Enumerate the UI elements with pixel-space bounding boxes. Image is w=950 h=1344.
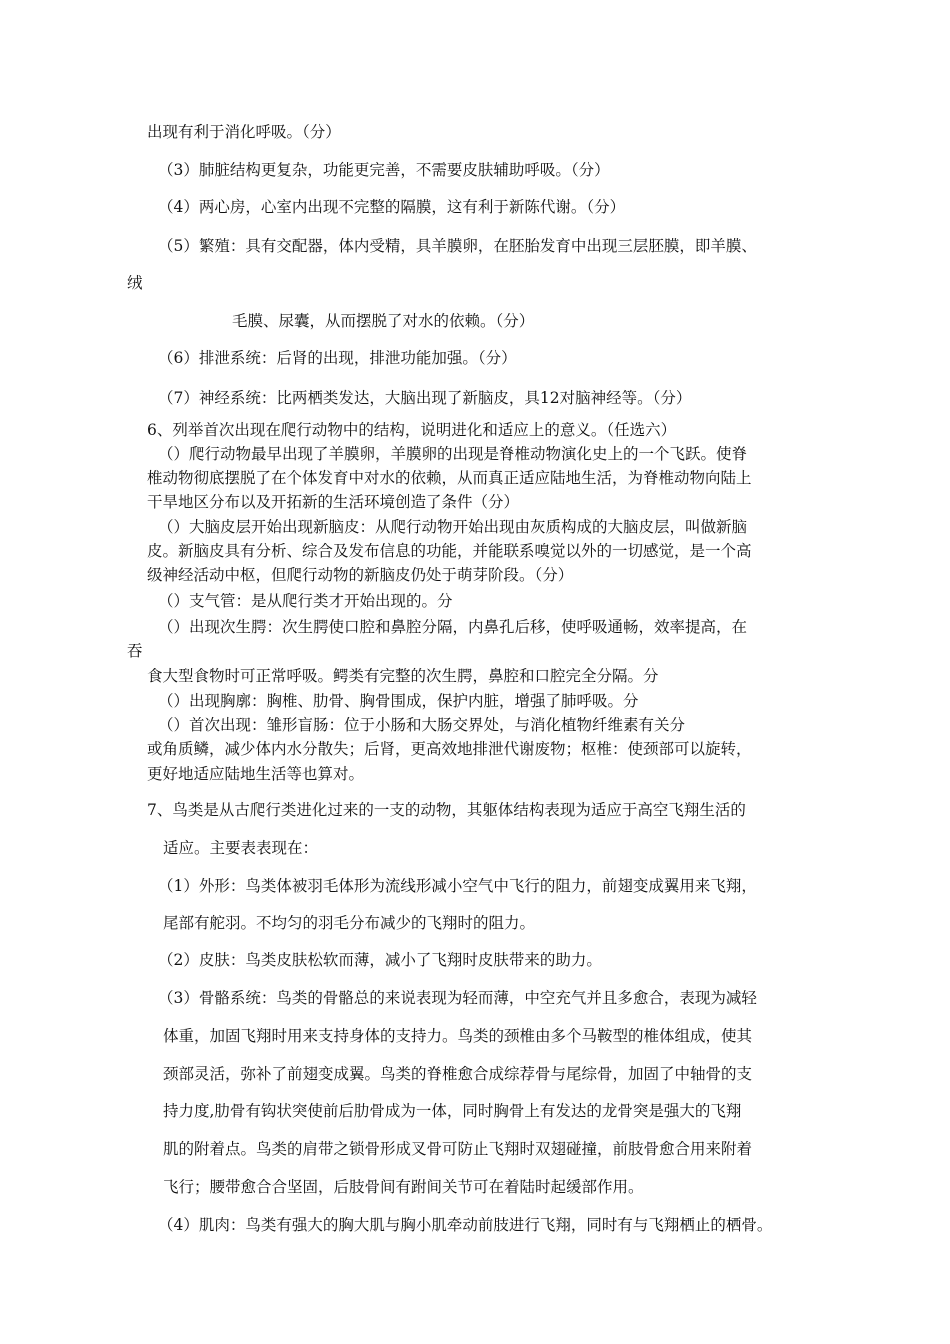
text-line: 级神经活动中枢，但爬行动物的新脑皮仍处于萌芽阶段。（分） bbox=[147, 566, 574, 584]
text-line: 尾部有舵羽。不均匀的羽毛分布减少的飞翔时的阻力。 bbox=[163, 914, 536, 932]
text-line: 出现有利于消化呼吸。（分） bbox=[147, 123, 341, 141]
text-line: （4）两心房，心室内出现不完整的隔膜，这有利于新陈代谢。（分） bbox=[158, 198, 626, 216]
text-line: 食大型食物时可正常呼吸。鳄类有完整的次生腭，鼻腔和口腔完全分隔。分 bbox=[147, 667, 659, 685]
text-line: （5）繁殖：具有交配器，体内受精，具羊膜卵，在胚胎发育中出现三层胚膜，即羊膜、 bbox=[158, 237, 757, 255]
text-line: 皮。新脑皮具有分析、综合及发布信息的功能，并能联系嗅觉以外的一切感觉，是一个高 bbox=[147, 542, 752, 560]
text-line: （）爬行动物最早出现了羊膜卵，羊膜卵的出现是脊椎动物演化史上的一个飞跃。使脊 bbox=[158, 445, 748, 463]
text-line: （）支气管：是从爬行类才开始出现的。分 bbox=[158, 592, 453, 610]
question-6-heading: 6、列举首次出现在爬行动物中的结构，说明进化和适应上的意义。（任选六） bbox=[147, 421, 677, 439]
text-line: （7）神经系统：比两栖类发达，大脑出现了新脑皮，具12对脑神经等。（分） bbox=[158, 389, 692, 407]
text-line: 飞行；腰带愈合合坚固，后肢骨间有跗间关节可在着陆时起缓部作用。 bbox=[163, 1178, 644, 1196]
text-line: 颈部灵活，弥补了前翅变成翼。鸟类的脊椎愈合成综荐骨与尾综骨，加固了中轴骨的支 bbox=[163, 1065, 753, 1083]
text-line: 绒 bbox=[127, 274, 143, 292]
text-line: 更好地适应陆地生活等也算对。 bbox=[147, 765, 365, 783]
text-line: （4）肌肉：鸟类有强大的胸大肌与胸小肌牵动前肢进行飞翔，同时有与飞翔栖止的栖骨。 bbox=[158, 1216, 773, 1234]
text-line: 体重，加固飞翔时用来支持身体的支持力。鸟类的颈椎由多个马鞍型的椎体组成，使其 bbox=[163, 1027, 753, 1045]
text-line: （）大脑皮层开始出现新脑皮：从爬行动物开始出现由灰质构成的大脑皮层，叫做新脑 bbox=[158, 518, 748, 536]
question-7-heading: 7、鸟类是从古爬行类进化过来的一支的动物，其躯体结构表现为适应于高空飞翔生活的 bbox=[147, 801, 746, 819]
text-line: 毛膜、尿囊，从而摆脱了对水的依赖。（分） bbox=[232, 312, 535, 330]
text-line: （）首次出现：雏形盲肠：位于小肠和大肠交界处，与消化植物纤维素有关分 bbox=[158, 716, 686, 734]
text-line: 或角质鳞，减少体内水分散失；后肾，更高效地排泄代谢废物；枢椎：使颈部可以旋转， bbox=[147, 740, 752, 758]
text-line: 持力度,肋骨有钩状突使前后肋骨成为一体，同时胸骨上有发达的龙骨突是强大的飞翔 bbox=[163, 1102, 742, 1120]
text-line: 椎动物彻底摆脱了在个体发育中对水的依赖，从而真正适应陆地生活，为脊椎动物向陆上 bbox=[147, 469, 752, 487]
text-line: 肌的附着点。鸟类的肩带之锁骨形成叉骨可防止飞翔时双翅碰撞，前肢骨愈合用来附着 bbox=[163, 1140, 753, 1158]
text-line: （）出现次生腭：次生腭使口腔和鼻腔分隔，内鼻孔后移，使呼吸通畅，效率提高，在 bbox=[158, 618, 748, 636]
text-line: 适应。主要表表现在： bbox=[163, 839, 319, 857]
text-line: （3）骨骼系统：鸟类的骨骼总的来说表现为轻而薄，中空充气并且多愈合，表现为减轻 bbox=[158, 989, 757, 1007]
text-line: 吞 bbox=[127, 642, 143, 660]
text-line: （6）排泄系统：后肾的出现，排泄功能加强。（分） bbox=[158, 349, 517, 367]
text-line: （2）皮肤：鸟类皮肤松软而薄，减小了飞翔时皮肤带来的助力。 bbox=[158, 951, 602, 969]
text-line: （1）外形：鸟类体被羽毛体形为流线形减小空气中飞行的阻力，前翅变成翼用来飞翔， bbox=[158, 877, 757, 895]
text-line: 干旱地区分布以及开拓新的生活环境创造了条件（分） bbox=[147, 493, 520, 511]
text-line: （3）肺脏结构更复杂，功能更完善，不需要皮肤辅助呼吸。（分） bbox=[158, 161, 610, 179]
text-line: （）出现胸廓：胸椎、肋骨、胸骨围成，保护内脏，增强了肺呼吸。分 bbox=[158, 692, 639, 710]
